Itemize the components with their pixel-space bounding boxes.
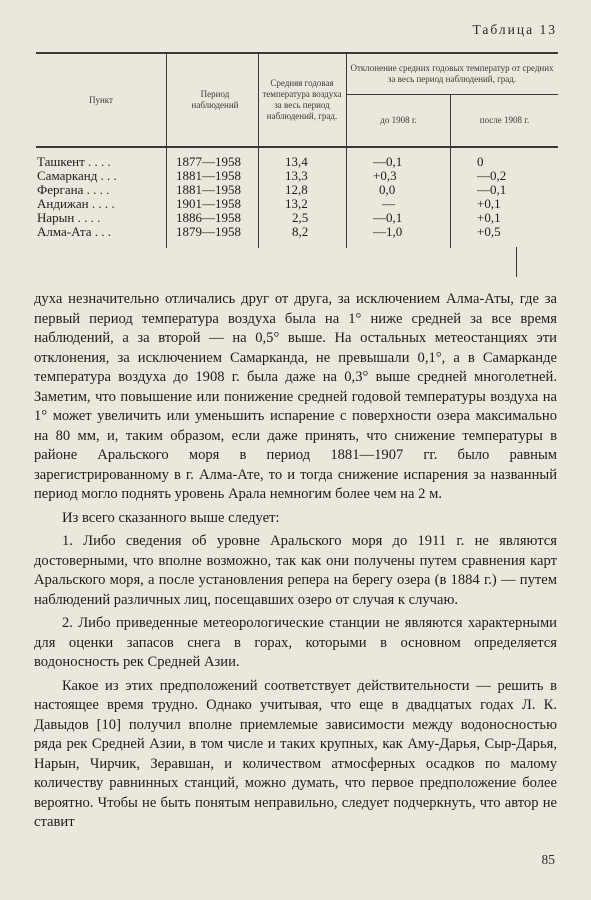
cell-temp: 13,3 [285,168,308,183]
header-before-1908: до 1908 г. [380,115,417,125]
cell-after: —0,1 [477,182,507,197]
cell-before: —0,1 [373,210,403,225]
cell-station: Алма-Ата . . . [37,224,111,239]
cell-temp: 2,5 [292,210,309,225]
cell-after: +0,1 [477,196,501,211]
cell-after: +0,1 [477,210,501,225]
table-caption: Таблица 13 [472,22,557,37]
table-header-bottom-rule [36,146,558,148]
cell-period: 1881—1958 [176,182,241,197]
cell-after: +0,5 [477,224,501,239]
paragraph: Из всего сказанного выше следует: [62,509,280,526]
cell-station: Самарканд . . . [37,168,117,183]
cell-period: 1879—1958 [176,224,241,239]
header-after-1908: после 1908 г. [479,115,530,125]
header-station: Пункт [88,94,113,105]
cell-after: —0,2 [477,168,507,183]
cell-temp: 13,4 [285,154,308,169]
cell-station: Фергана . . . . [37,182,110,197]
cell-before: 0,0 [379,182,396,197]
table-vertical-rule-5 [516,247,517,277]
paragraph: Какое из этих предположений соответствует действительности — решить в настоящее время трудно. Однако учитывая, что еще в двадцатых годах Л. К. Давыдов [10] получил вполне приемлемые зависимости между водоносностью ряда рек Средней Азии, в том числе и таких крупных, как Аму-Дарья, Сыр-Дарья, Нарын, Чирчик, Зеравшан, и количеством атмосферных осадков по малому количеству равнинных станций, можно думать, что первое предположение более вероятно. Чтобы не быть понятым неправильно, следует подчеркнуть, что автор не ставит [34,677,557,830]
paragraph: духа незначительно отличались друг от друга, за исключением Алма-Аты, где за первый период температура воздуха была на 1° ниже средней за все время наблюдений, а за второй — на 0,5° выше. На остальных метеостанциях эти отклонения, за исключением Самарканда, не превышали 0,1°, а в Самарканде температура воздуха до 1908 г. была даже на 0,3° выше средней многолетней. Заметим, что повышение или понижение средней годовой температуры воздуха на 1° может увеличить или уменьшить испарение с поверхности озера максимально на 80 мм, и, таким образом, если даже принять, что снижение температуры в районе Аральского моря в период 1881—1907 гг. было равным зарегистрированному в г. Алма-Ате, то и тогда снижение испарения за названный период могло поднять уровень Арала немногим более чем на 2 м. [34,291,557,502]
cell-station: Нарын . . . . [37,210,101,225]
cell-period: 1886—1958 [176,210,241,225]
cell-temp: 12,8 [285,182,308,197]
cell-before: +0,3 [373,168,397,183]
paragraph: 2. Либо приведенные метеорологические станции не являются характерными для оценки запасов снега в горах, которыми в основном определяется водоносность рек Средней Азии. [34,615,557,670]
header-deviation: Отклонение средних годовых температур от средних за весь период наблюдений, град. [350,63,554,84]
cell-temp: 8,2 [292,224,309,239]
cell-after: 0 [477,154,484,169]
cell-station: Ташкент . . . . [37,154,111,169]
cell-before: —1,0 [373,224,403,239]
cell-period: 1877—1958 [176,154,241,169]
cell-temp: 13,2 [285,196,308,211]
cell-period: 1881—1958 [176,168,241,183]
body-text [34,290,557,837]
cell-before: —0,1 [373,154,403,169]
page-number: 85 [541,852,555,867]
cell-period: 1901—1958 [176,196,241,211]
header-period: Период наблюдений [191,89,239,110]
table-row [36,225,558,239]
temperature-table [36,52,558,276]
paragraph: 1. Либо сведения об уровне Аральского моря до 1911 г. не являются достоверными, что вполне возможно, так как они получены путем сравнения карт Аральского моря, а после установления репера на берегу озера (в 1884 г.) — путем наблюдений различных лиц, посещавших озеро от случая к случаю. [34,533,557,608]
header-mean-temp: Средняя годовая температура воздуха за весь период наблюдений, град. [262,78,342,121]
cell-station: Андижан . . . . [37,196,115,211]
cell-before: — [382,196,395,211]
